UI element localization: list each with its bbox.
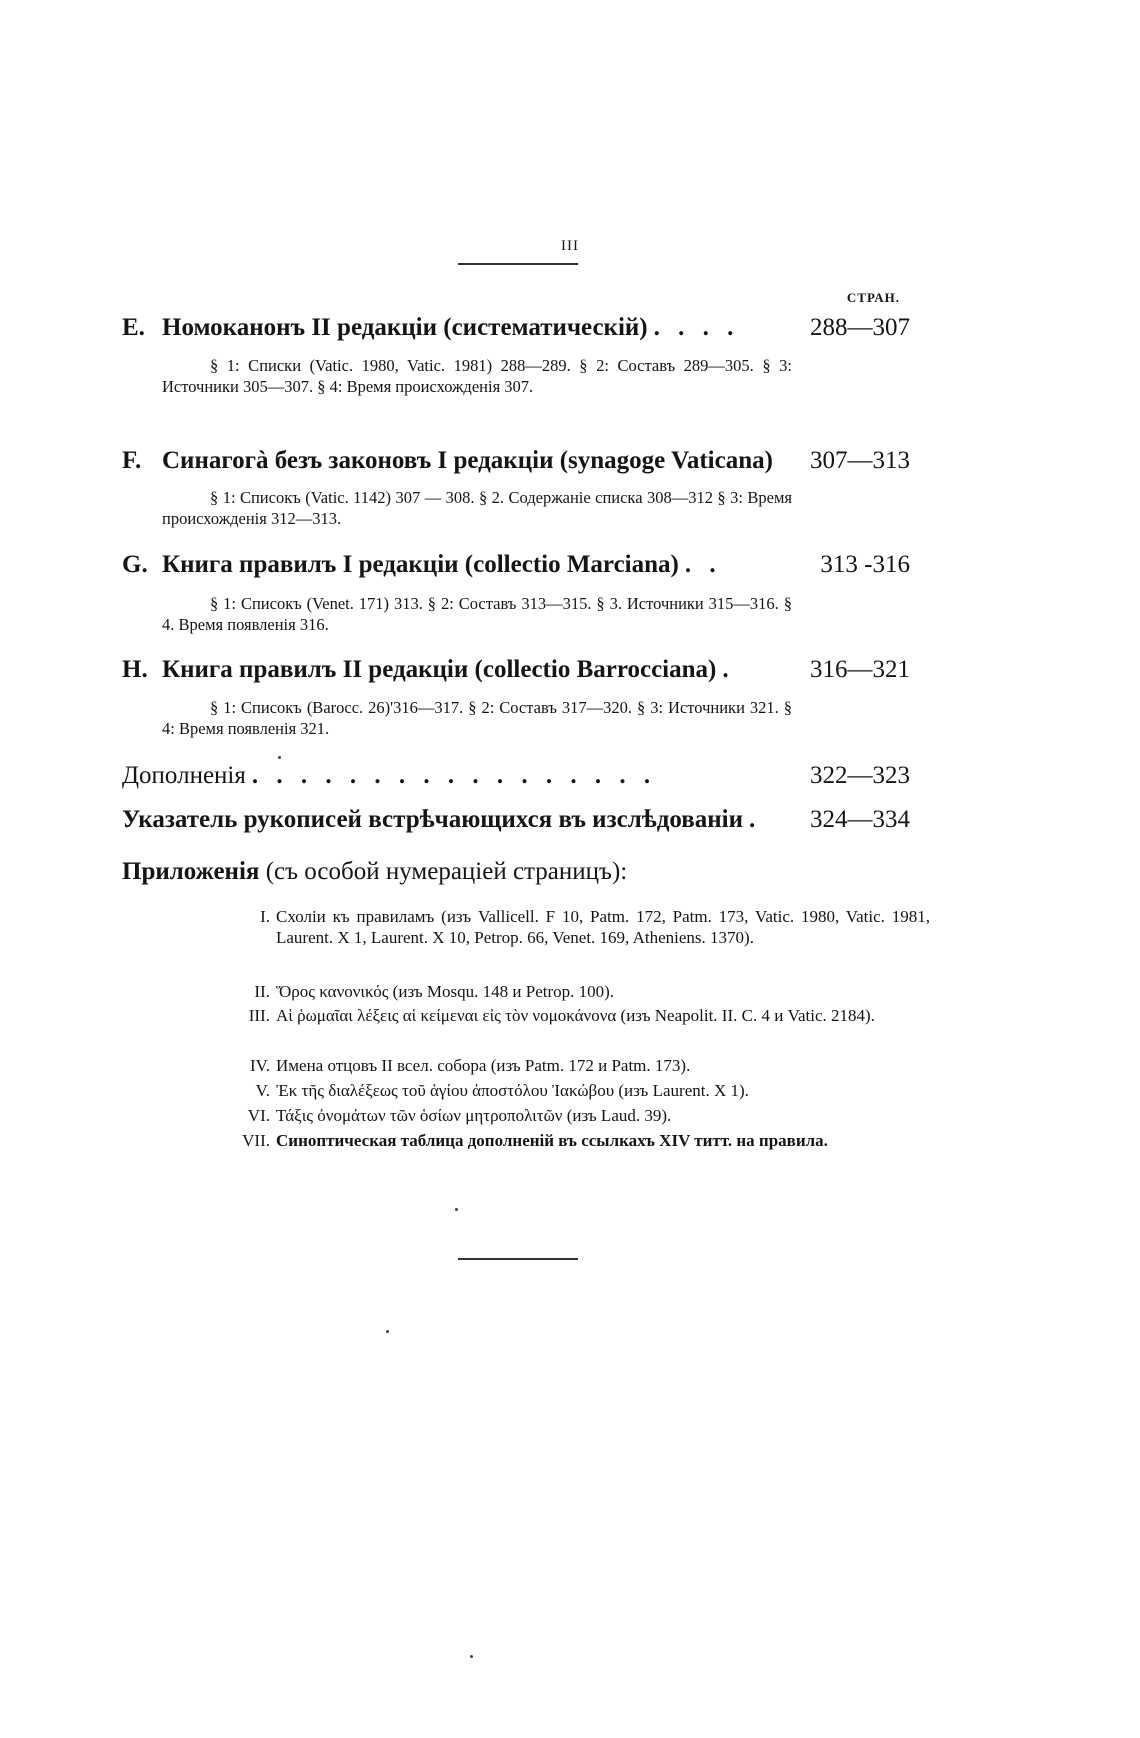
entry-title: Дополненія: [122, 762, 246, 789]
entry-title: Синагогà безъ законовъ I редакціи (synagoge Vaticana): [162, 447, 773, 474]
leader-dots: . . . . . . . . . . . . . . . . .: [251, 762, 657, 789]
ink-speck: [470, 1655, 473, 1658]
entry-pages: 307—313: [810, 447, 910, 474]
page-number: III: [561, 238, 579, 254]
entry-title: Книга правилъ II редакціи (collectio Barrocciana): [162, 656, 717, 683]
appendix-item: [170, 1080, 930, 1101]
appendix-item: [170, 1105, 930, 1126]
appendix-text: Αἱ ῥωμαῖαι λέξεις αἱ κείμεναι εἰς τὸν νομοκάνονα (изъ Neapolit. II. C. 4 и Vatic. 2184).: [276, 1006, 875, 1025]
entry-title: Указатель рукописей встрѣчающихся въ изслѣдованіи: [122, 806, 744, 833]
appendix-item: [170, 1130, 930, 1151]
entry-subsections: § 1: Списокъ (Barocc. 26)'316—317. § 2: Составъ 317—320. § 3: Источники 321. § 4: Время появленія 321.: [162, 698, 792, 738]
toc-entry-f: [122, 447, 910, 475]
appendix-text: Синоптическая таблица дополненій въ ссылкахъ XIV титт. на правила.: [276, 1131, 828, 1150]
toc-entry-e: [122, 314, 910, 342]
entry-pages: 322—323: [810, 762, 910, 789]
appendix-text: Ὅρος κανονικός (изъ Mosqu. 148 и Petrop. 100).: [276, 982, 615, 1001]
appendix-item: [170, 1055, 930, 1076]
entry-title: Книга правилъ I редакціи (collectio Marciana): [162, 551, 679, 578]
appendix-number: I.: [260, 907, 270, 926]
appendix-text: Ἐκ τῆς διαλέξεως τοῦ ἁγίου ἀποστόλου Ἰακώβου (изъ Laurent. X 1).: [276, 1081, 749, 1100]
bottom-rule: [458, 1258, 578, 1260]
appendix-number: VI.: [247, 1106, 270, 1125]
appendix-number: III.: [248, 1006, 270, 1025]
entry-letter: H.: [122, 656, 148, 683]
appendix-item: [170, 981, 930, 1002]
entry-pages: 288—307: [810, 314, 910, 341]
top-rule: [458, 263, 578, 265]
entry-letter: G.: [122, 551, 148, 578]
ink-speck: [455, 1208, 458, 1211]
appendices-heading-bold: Приложенія: [122, 858, 260, 885]
appendices-heading: [122, 858, 627, 886]
ink-speck: [386, 1330, 389, 1333]
entry-pages: 313 -316: [820, 551, 910, 578]
entry-letter: F.: [122, 447, 142, 474]
pages-column-header: СТРАН.: [846, 290, 900, 305]
toc-entry-g: [122, 551, 910, 579]
entry-subsections: § 1: Списокъ (Venet. 171) 313. § 2: Составъ 313—315. § 3. Источники 315—316. § 4. Время появленія 316.: [162, 594, 792, 634]
entry-title: Номоканонъ II редакціи (систематическій): [162, 314, 648, 341]
appendix-item: [170, 1005, 930, 1026]
appendix-number: V.: [255, 1081, 270, 1100]
appendix-item: [170, 906, 930, 948]
entry-subsections: § 1: Списки (Vatic. 1980, Vatic. 1981) 288—289. § 2: Составъ 289—305. § 3: Источники 305—307. § 4: Время происхожденія 307.: [162, 356, 792, 396]
entry-letter: E.: [122, 314, 145, 341]
ink-speck: [278, 756, 281, 759]
entry-pages: 324—334: [810, 806, 910, 833]
entry-pages: 316—321: [810, 656, 910, 683]
appendix-number: VII.: [242, 1131, 270, 1150]
toc-entry-additions: [122, 762, 910, 790]
appendix-number: II.: [254, 982, 270, 1001]
toc-entry-index: [122, 806, 910, 834]
appendices-heading-rest: (съ особой нумераціей страницъ):: [265, 858, 628, 885]
leader-dots: . .: [684, 551, 722, 578]
appendix-number: IV.: [250, 1056, 270, 1075]
leader-dots: . . . .: [653, 314, 740, 341]
appendix-text: Схоліи къ правиламъ (изъ Vallicell. F 10, Patm. 172, Patm. 173, Vatic. 1980, Vatic. 1981, Laurent. X 1, Laurent. X 10, Petrop. 66, Venet. 169, Atheniens. 1370).: [276, 907, 930, 947]
leader-dots: .: [722, 656, 735, 683]
appendix-text: Имена отцовъ II всел. собора (изъ Patm. 172 и Patm. 173).: [276, 1056, 691, 1075]
appendix-text: Τάξις ὀνομάτων τῶν ὁσίων μητροπολιτῶν (изъ Laud. 39).: [276, 1106, 672, 1125]
leader-dots: .: [749, 806, 762, 833]
entry-subsections: § 1: Списокъ (Vatic. 1142) 307 — 308. § 2. Содержаніе списка 308—312 § 3: Время происхожденія 312—313.: [162, 488, 792, 528]
toc-entry-h: [122, 656, 910, 684]
